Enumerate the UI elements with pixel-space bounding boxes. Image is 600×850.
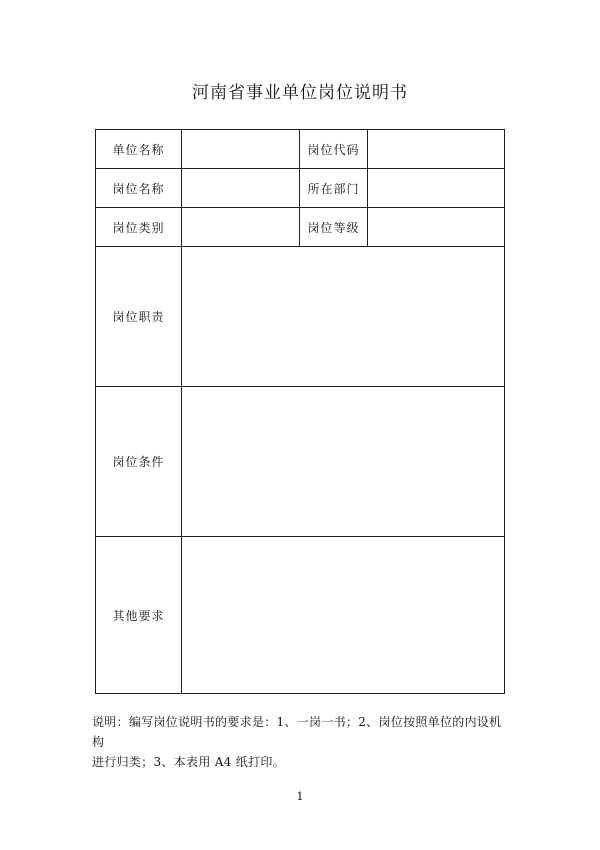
note-line-1: 说明：编写岗位说明书的要求是：1、一岗一书；2、岗位按照单位的内设机构 [92,715,502,749]
form-row-unit [96,130,505,169]
requirements-cell[interactable] [182,387,505,537]
form-row-post [96,169,505,208]
post-name-cell[interactable] [182,169,300,208]
duties-cell[interactable] [182,247,505,387]
post-name-label: 岗位名称 [96,169,182,208]
form-row-other [96,537,505,694]
post-level-label: 岗位等级 [300,208,368,247]
post-category-label: 岗位类别 [96,208,182,247]
instructions-note [92,712,512,772]
department-cell[interactable] [368,169,505,208]
post-level-cell[interactable] [368,208,505,247]
form-row-requirements [96,387,505,537]
note-line-2: 进行归类；3、本表用 A4 纸打印。 [92,755,285,769]
post-code-label: 岗位代码 [300,130,368,169]
requirements-label: 岗位条件 [96,387,182,537]
form-row-category [96,208,505,247]
page-number: 1 [296,790,304,803]
other-requirements-label: 其他要求 [96,537,182,694]
document-title: 河南省事业单位岗位说明书 [192,83,408,103]
unit-name-label: 单位名称 [96,130,182,169]
department-label: 所在部门 [300,169,368,208]
duties-label: 岗位职责 [96,247,182,387]
post-code-cell[interactable] [368,130,505,169]
other-requirements-cell[interactable] [182,537,505,694]
job-description-form [95,129,505,694]
post-category-cell[interactable] [182,208,300,247]
form-row-duties [96,247,505,387]
unit-name-cell[interactable] [182,130,300,169]
